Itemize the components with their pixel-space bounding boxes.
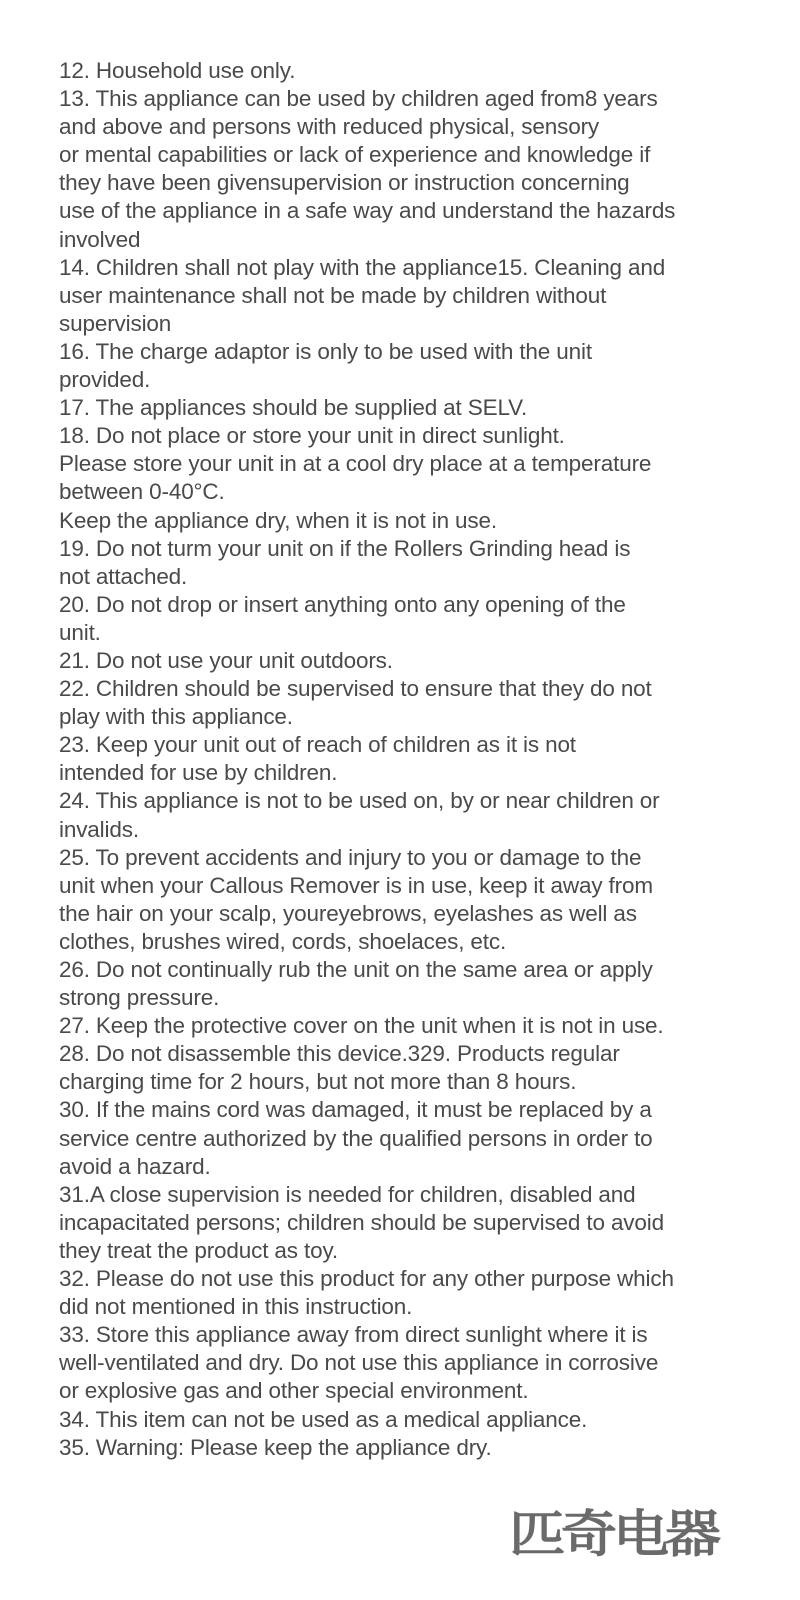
- instruction-line: 13. This appliance can be used by children aged from8 years: [59, 86, 658, 112]
- instruction-line: play with this appliance.: [59, 704, 293, 730]
- safety-instructions-text: [59, 57, 759, 1462]
- instruction-line: user maintenance shall not be made by children without: [59, 282, 607, 308]
- instruction-line: 22. Children should be supervised to ensure that they do not: [59, 676, 652, 702]
- instruction-line: 14. Children shall not play with the appliance15. Cleaning and: [59, 254, 666, 280]
- instruction-line: 28. Do not disassemble this device.329. Products regular: [59, 1041, 620, 1067]
- instruction-line: 25. To prevent accidents and injury to you or damage to the: [59, 844, 642, 870]
- instruction-line: 34. This item can not be used as a medical appliance.: [59, 1406, 588, 1432]
- instruction-line: incapacitated persons; children should be supervised to avoid: [59, 1209, 664, 1235]
- instruction-line: 24. This appliance is not to be used on, by or near children or: [59, 788, 660, 814]
- instruction-line: they have been givensupervision or instruction concerning: [59, 170, 630, 196]
- instruction-line: 18. Do not place or store your unit in direct sunlight.: [59, 423, 565, 449]
- instruction-line: clothes, brushes wired, cords, shoelaces, etc.: [59, 928, 507, 954]
- instruction-line: 30. If the mains cord was damaged, it must be replaced by a: [59, 1097, 652, 1123]
- instruction-line: strong pressure.: [59, 985, 220, 1011]
- instruction-line: and above and persons with reduced physical, sensory: [59, 114, 600, 140]
- instruction-line: 21. Do not use your unit outdoors.: [59, 647, 393, 673]
- instruction-line: charging time for 2 hours, but not more than 8 hours.: [59, 1069, 577, 1095]
- instruction-line: avoid a hazard.: [59, 1153, 211, 1179]
- instruction-line: 27. Keep the protective cover on the unit when it is not in use.: [59, 1013, 664, 1039]
- instruction-line: intended for use by children.: [59, 760, 338, 786]
- instruction-line: unit.: [59, 619, 101, 645]
- instruction-line: 19. Do not turm your unit on if the Rollers Grinding head is: [59, 535, 631, 561]
- instruction-line: 26. Do not continually rub the unit on the same area or apply: [59, 957, 653, 982]
- instruction-line: 31.A close supervision is needed for children, disabled and: [59, 1181, 636, 1207]
- instruction-line: the hair on your scalp, youreyebrows, eyelashes as well as: [59, 900, 637, 926]
- instruction-line: unit when your Callous Remover is in use, keep it away from: [59, 872, 653, 898]
- instruction-line: between 0-40°C.: [59, 479, 225, 505]
- instruction-line: 35. Warning: Please keep the appliance dry.: [59, 1434, 492, 1460]
- instruction-line: or explosive gas and other special environment.: [59, 1378, 529, 1404]
- instruction-line: 32. Please do not use this product for any other purpose which: [59, 1266, 674, 1292]
- instruction-line: service centre authorized by the qualified persons in order to: [59, 1125, 653, 1151]
- instruction-line: 20. Do not drop or insert anything onto any opening of the: [59, 591, 626, 617]
- instruction-line: they treat the product as toy.: [59, 1237, 338, 1263]
- instruction-line: 17. The appliances should be supplied at SELV.: [59, 395, 528, 421]
- instruction-line: or mental capabilities or lack of experience and knowledge if: [59, 142, 651, 168]
- instruction-line: provided.: [59, 367, 151, 393]
- instruction-line: use of the appliance in a safe way and understand the hazards: [59, 198, 676, 224]
- instruction-line: 33. Store this appliance away from direct sunlight where it is: [59, 1322, 648, 1348]
- instruction-line: well-ventilated and dry. Do not use this appliance in corrosive: [59, 1350, 659, 1376]
- instruction-line: Please store your unit in at a cool dry place at a temperature: [59, 451, 652, 477]
- instruction-line: 23. Keep your unit out of reach of children as it is not: [59, 732, 576, 758]
- instruction-line: involved: [59, 226, 141, 252]
- instruction-line: did not mentioned in this instruction.: [59, 1294, 413, 1320]
- brand-logo: 匹奇电器: [509, 1505, 717, 1565]
- instruction-line: supervision: [59, 310, 172, 336]
- instruction-line: 16. The charge adaptor is only to be used with the unit: [59, 338, 592, 364]
- instruction-line: Keep the appliance dry, when it is not in use.: [59, 507, 497, 533]
- instruction-line: not attached.: [59, 563, 188, 589]
- instruction-line: invalids.: [59, 816, 139, 842]
- instruction-line: 12. Household use only.: [59, 58, 296, 83]
